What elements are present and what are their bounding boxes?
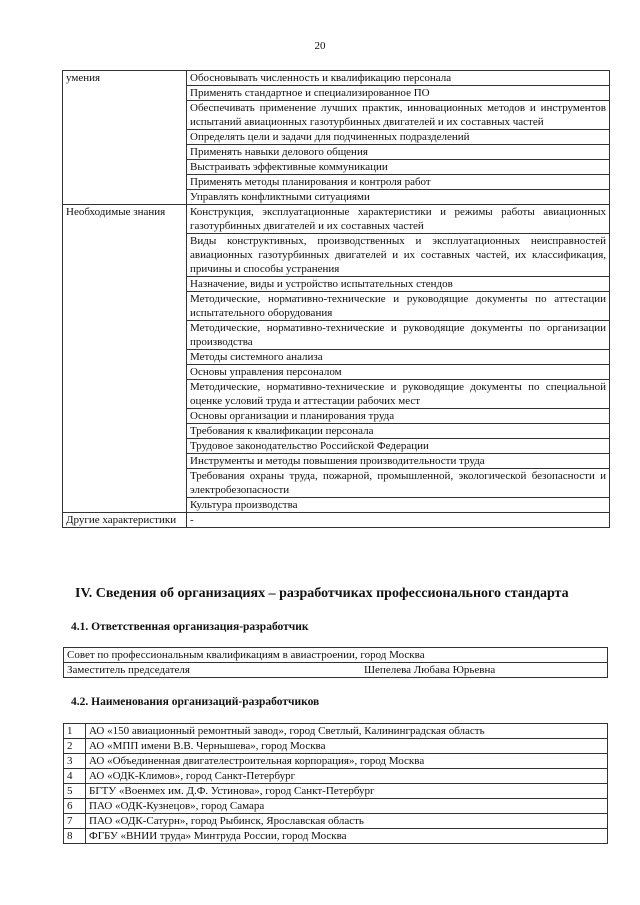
knowledge-item: Методические, нормативно-технические и руководящие документы по аттестации испытательного оборудования [187, 292, 610, 321]
responsible-position: Заместитель председателя [67, 664, 190, 676]
knowledge-item: Конструкция, эксплуатационные характеристики и режимы работы авиационных газотурбинных двигателей и их составных частей [187, 205, 610, 234]
skill-item: Применять методы планирования и контроля работ [187, 175, 610, 190]
developer-row [64, 754, 608, 769]
developer-number: 3 [64, 754, 86, 769]
skill-item: Обеспечивать применение лучших практик, инновационных методов и инструментов испытаний авиационных газотурбинных двигателей и их составных частей [187, 101, 610, 130]
developers-table [63, 723, 608, 844]
knowledge-item: Методы системного анализа [187, 350, 610, 365]
responsible-signatory-row [64, 663, 608, 678]
developer-number: 7 [64, 814, 86, 829]
other-value: - [187, 513, 610, 528]
developer-name: АО «ОДК-Климов», город Санкт-Петербург [86, 769, 608, 784]
responsible-org-name: Совет по профессиональным квалификациям в авиастроении, город Москва [64, 648, 608, 663]
developer-number: 8 [64, 829, 86, 844]
knowledge-item: Культура производства [187, 498, 610, 513]
developer-row [64, 769, 608, 784]
skill-item: Определять цели и задачи для подчиненных подразделений [187, 130, 610, 145]
developer-name: ФГБУ «ВНИИ труда» Минтруда России, город Москва [86, 829, 608, 844]
skill-item: Выстраивать эффективные коммуникации [187, 160, 610, 175]
developer-number: 1 [64, 724, 86, 739]
knowledge-item: Инструменты и методы повышения производительности труда [187, 454, 610, 469]
developer-row [64, 724, 608, 739]
developers-heading: 4.2. Наименования организаций-разработчиков [71, 696, 320, 708]
responsible-person: Шепелева Любава Юрьевна [363, 664, 496, 676]
skill-item: Применять стандартное и специализированное ПО [187, 86, 610, 101]
knowledge-item: Требования охраны труда, пожарной, промышленной, экологической безопасности и электробезопасности [187, 469, 610, 498]
developer-name: БГТУ «Военмех им. Д.Ф. Устинова», город Санкт-Петербург [86, 784, 608, 799]
developer-row [64, 739, 608, 754]
skill-item: Обосновывать численность и квалификацию персонала [187, 71, 610, 86]
knowledge-item: Требования к квалификации персонала [187, 424, 610, 439]
developer-name: АО «Объединенная двигателестроительная корпорация», город Москва [86, 754, 608, 769]
knowledge-item: Методические, нормативно-технические и руководящие документы по специальной оценке условий труда и аттестации рабочих мест [187, 380, 610, 409]
developer-row [64, 829, 608, 844]
skill-item: Управлять конфликтными ситуациями [187, 190, 610, 205]
knowledge-item: Основы организации и планирования труда [187, 409, 610, 424]
developer-number: 5 [64, 784, 86, 799]
responsible-heading: 4.1. Ответственная организация-разработчик [71, 621, 309, 633]
section-title: IV. Сведения об организациях – разработчиках профессионального стандарта [75, 586, 569, 601]
knowledge-item: Назначение, виды и устройство испытательных стендов [187, 277, 610, 292]
developer-number: 4 [64, 769, 86, 784]
developer-row [64, 799, 608, 814]
knowledge-item: Методические, нормативно-технические и руководящие документы по организации производства [187, 321, 610, 350]
developer-name: ПАО «ОДК-Сатурн», город Рыбинск, Ярославская область [86, 814, 608, 829]
other-label: Другие характеристики [63, 513, 187, 528]
knowledge-item: Трудовое законодательство Российской Федерации [187, 439, 610, 454]
responsible-org-table [63, 647, 608, 678]
developer-row [64, 814, 608, 829]
page-number: 20 [314, 40, 326, 52]
developer-name: АО «150 авиационный ремонтный завод», город Светлый, Калининградская область [86, 724, 608, 739]
competency-table [62, 70, 610, 528]
developer-number: 6 [64, 799, 86, 814]
developer-name: АО «МПП имени В.В. Чернышева», город Москва [86, 739, 608, 754]
knowledge-item: Виды конструктивных, производственных и эксплуатационных неисправностей авиационных газотурбинных двигателей и их составных частей, их классификация, причины и способы устранения [187, 234, 610, 277]
developer-name: ПАО «ОДК-Кузнецов», город Самара [86, 799, 608, 814]
developer-row [64, 784, 608, 799]
knowledge-item: Основы управления персоналом [187, 365, 610, 380]
skills-label: умения [63, 71, 187, 205]
skill-item: Применять навыки делового общения [187, 145, 610, 160]
knowledge-label: Необходимые знания [63, 205, 187, 513]
developer-number: 2 [64, 739, 86, 754]
